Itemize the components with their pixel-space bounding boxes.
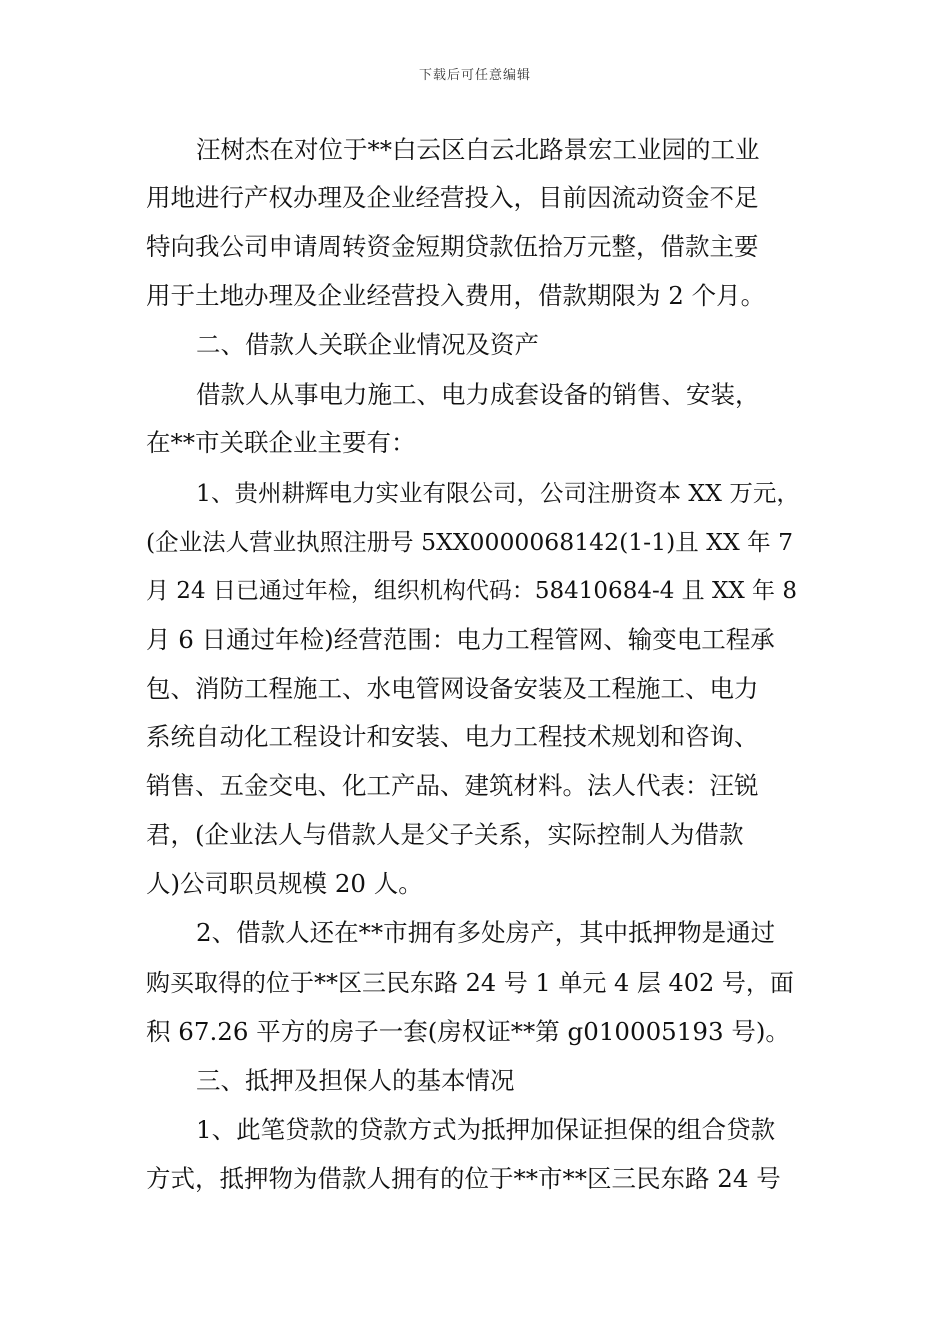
text-line: 在**市关联企业主要有：	[146, 428, 416, 457]
text-line: 系统自动化工程设计和安装、电力工程技术规划和咨询、	[146, 722, 759, 751]
text-line: 购买取得的位于**区三民东路 24 号 1 单元 4 层 402 号，面	[146, 969, 794, 997]
text-line: 用地进行产权办理及企业经营投入，目前因流动资金不足	[146, 183, 759, 212]
text-line: 1、此笔贷款的贷款方式为抵押加保证担保的组合贷款	[196, 1115, 776, 1144]
text-line: 2、借款人还在**市拥有多处房产，其中抵押物是通过	[196, 918, 776, 947]
text-line: 积 67.26 平方的房子一套(房权证**第 g010005193 号)。	[146, 1017, 790, 1046]
text-line: 月 24 日已通过年检，组织机构代码：58410684-4 且 XX 年 8	[146, 578, 797, 604]
text-line: 1、贵州耕辉电力实业有限公司，公司注册资本 XX 万元，	[196, 479, 800, 507]
text-line: 特向我公司申请周转资金短期贷款伍拾万元整，借款主要	[146, 232, 759, 261]
page-header: 下载后可任意编辑	[418, 68, 531, 83]
text-line: (企业法人营业执照注册号 5XX0000068142(1-1)且 XX 年 7	[146, 528, 794, 556]
section-heading: 三、抵押及担保人的基本情况	[196, 1066, 515, 1095]
text-line: 君，(企业法人与借款人是父子关系，实际控制人为借款	[146, 820, 744, 849]
section-heading: 二、借款人关联企业情况及资产	[196, 330, 539, 359]
text-line: 月 6 日通过年检)经营范围：电力工程管网、输变电工程承	[146, 625, 775, 654]
text-line: 人)公司职员规模 20 人。	[146, 869, 423, 898]
text-line: 方式，抵押物为借款人拥有的位于**市**区三民东路 24 号	[146, 1164, 781, 1193]
text-line: 包、消防工程施工、水电管网设备安装及工程施工、电力	[146, 674, 759, 703]
text-line: 汪树杰在对位于**白云区白云北路景宏工业园的工业	[196, 135, 760, 164]
text-line: 销售、五金交电、化工产品、建筑材料。法人代表：汪锐	[146, 771, 759, 800]
text-line: 借款人从事电力施工、电力成套设备的销售、安装，	[196, 380, 760, 409]
text-line: 用于土地办理及企业经营投入费用，借款期限为 2 个月。	[146, 281, 766, 310]
